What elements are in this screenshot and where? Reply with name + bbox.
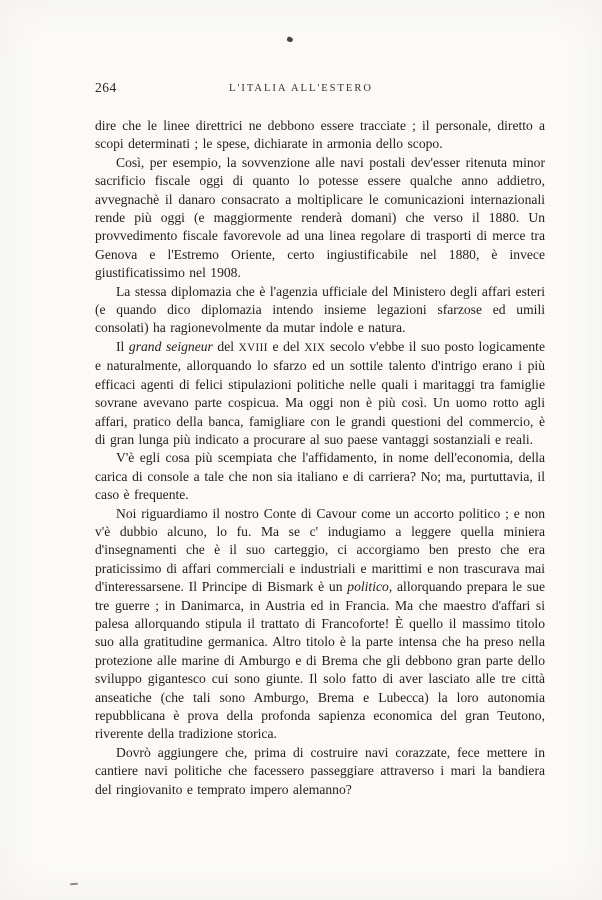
paragraph-1: dire che le linee direttrici ne debbono essere tracciate ; il personale, diretto a scopi determinati ; le spese, dichiarate in armonia dello scopo. <box>95 118 545 152</box>
paragraph-7: Dovrò aggiungere che, prima di costruire navi corazzate, fece mettere in cantiere navi politiche che facessero passeggiare attraverso i mari la bandiera del ringiovanito e temprato impero alemanno? <box>95 744 545 797</box>
scan-ink-mark <box>70 883 78 886</box>
paragraph-2: Così, per esempio, la sovvenzione alle navi postali dev'esser ritenuta minor sacrificio fiscale oggi di quanto lo potesse essere qualche anno addietro, avvegnachè il danaro consacrato a moltiplicare le comunicazioni internazionali rende più oggi (e maggiormente renderà domani) che verso il 1880. Un provvedimento fiscale favorevole ad una linea regolare di trasporti di merce tra Genova e l'Estremo Oriente, certo ingiustificabile nel 1880, è invece giustificatissimo nel 1908. <box>95 154 545 281</box>
text-segment-smallcaps: XVIII <box>238 341 268 354</box>
text-segment-italic: grand seigneur <box>128 338 213 354</box>
text-segment: e del <box>267 338 305 354</box>
paragraph-3: La stessa diplomazia che è l'agenzia ufficiale del Ministero degli affari esteri (e quando dico diplomazia intendo insieme legazioni sfarzose ed umili consolati) ha ragionevolmente da mutar indole e natura. <box>95 283 545 336</box>
page-number: 264 <box>95 80 117 95</box>
running-title: L'ITALIA ALL'ESTERO <box>229 83 373 94</box>
text-segment-smallcaps: XIX <box>304 341 326 354</box>
paragraph-4 <box>95 338 545 449</box>
page-header <box>95 80 545 96</box>
paragraph-6 <box>95 505 545 744</box>
text-segment: del <box>212 338 239 354</box>
text-segment: Noi riguardiamo il nostro Conte di Cavour come un accorto politico ; e non v'è dubbio alcuno, lo fu. Ma se c' indugiamo a leggere quella miniera d'insegnamenti che è il suo carteggio, ci accorgiamo ben presto che era praticissimo di affari commerciali e industriali e marittimi e non trascurava mai d'interessarsene. Il Principe di Bismark è un <box>95 505 545 595</box>
paragraph-5: V'è egli cosa più scempiata che l'affidamento, in nome dell'economia, della carica di console a tale che non sia italiano e di carriera? No; ma, purtuttavia, il caso è frequente. <box>95 450 545 503</box>
text-segment: secolo v'ebbe il suo posto logicamente e naturalmente, allorquando lo sfarzo ed un sottile talento d'intrigo erano i più efficaci agenti di felici stipulazioni politiche nelle quali i maritaggi tra famiglie sovrane avevano parte cospicua. Ma oggi non è più così. Un uomo rotto agli affari, pratico della banca, famigliare con le grandi questioni del commercio, è di gran lunga più indicato a procurare al suo paese vantaggi sostanziali e reali. <box>95 338 545 447</box>
page-body <box>95 117 545 799</box>
text-segment: , allorquando prepara le sue tre guerre ; in Danimarca, in Austria ed in Francia. Ma che maestro d'affari si palesa allorquando stipula il trattato di Francoforte! È quello il massimo titolo suo alla gratitudine germanica. Altro titolo è la parte intensa che ha preso nella protezione alle marine di Amburgo e di Brema che gli debbono gran parte dello sviluppo gigantesco cui sono giunte. Il solo fatto di aver lasciato alle tre città anseatiche (che tali sono Amburgo, Brema e Lubecca) la loro autonomia repubblicana è prova della profonda sapienza economica del gran Teutono, riverente della tradizione storica. <box>95 579 545 742</box>
text-segment-italic: politico <box>347 579 389 595</box>
scan-ink-spot <box>286 36 293 43</box>
text-segment: Il <box>116 338 129 354</box>
